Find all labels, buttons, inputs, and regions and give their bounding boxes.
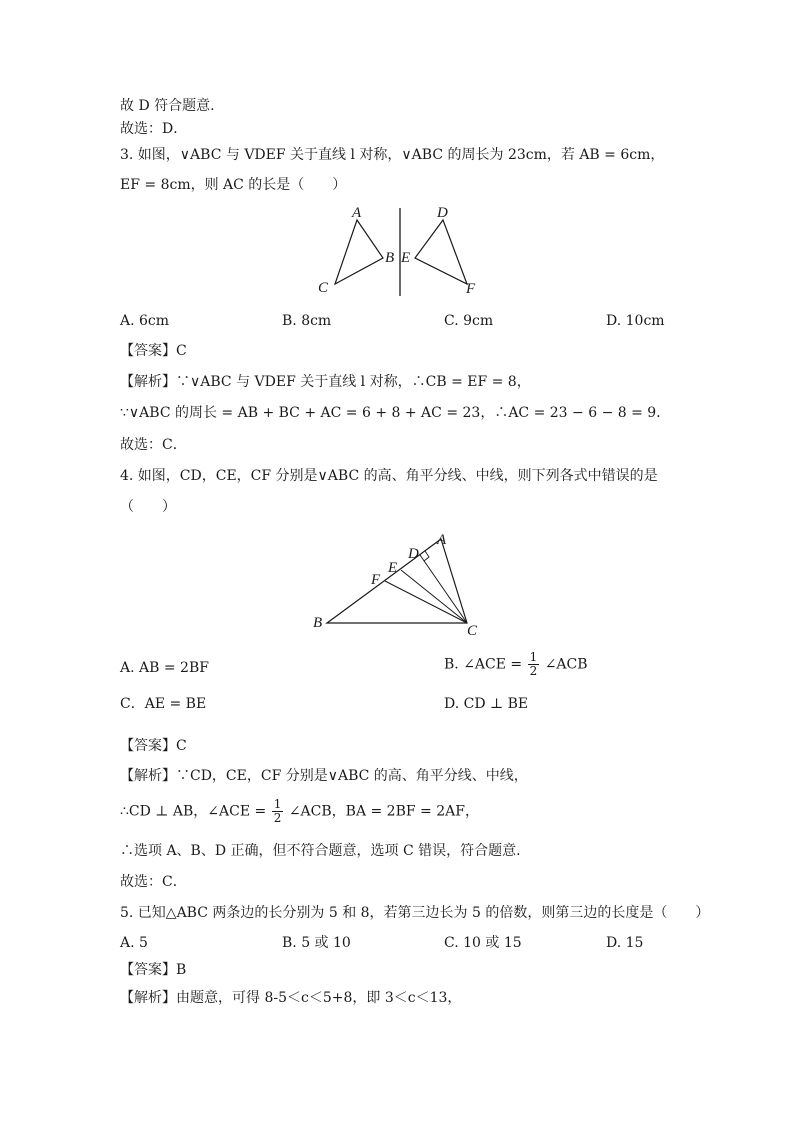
q4-option-d: D. CD ⊥ BE — [444, 696, 529, 712]
fraction-denominator: 2 — [529, 664, 538, 678]
q3-label-a: A — [352, 205, 362, 221]
q3-label-f: F — [466, 281, 476, 297]
q4-analysis-2-prefix: ∴CD ⊥ AB，∠ACE = — [120, 803, 267, 820]
triangle-abc — [327, 539, 467, 623]
q4-label-a: A — [437, 532, 447, 548]
altitude-cd — [420, 555, 467, 623]
q5-option-b: B. 5 或 10 — [282, 935, 351, 951]
q4-option-b — [444, 651, 588, 678]
prev-line-1: 故 D 符合题意. — [120, 98, 215, 114]
fraction-denominator: 2 — [273, 811, 282, 825]
q4-label-d: D — [408, 546, 419, 562]
prev-line-2: 故选：D． — [120, 121, 188, 137]
q4-label-b: B — [313, 615, 323, 631]
q4-stem-line-1: 4. 如图，CD，CE，CF 分别是∨ABC 的高、角平分线、中线，则下列各式中错误的是 — [120, 468, 658, 484]
fraction-one-half — [528, 651, 540, 678]
q3-figure — [310, 200, 490, 300]
q4-stem-line-2: （ ） — [120, 499, 176, 515]
q5-option-d: D. 15 — [606, 935, 644, 951]
q3-label-b: B — [385, 250, 395, 266]
fraction-numerator: 1 — [273, 797, 282, 811]
q4-option-c: C．AE = BE — [120, 696, 207, 712]
q4-analysis-line-1: 【解析】∵CD，CE，CF 分别是∨ABC 的高、角平分线、中线， — [120, 768, 528, 784]
q3-option-a: A. 6cm — [120, 313, 170, 329]
right-angle-mark — [424, 551, 429, 561]
q3-label-d: D — [437, 205, 448, 221]
q3-option-b: B. 8cm — [282, 313, 332, 329]
q4-figure — [305, 525, 495, 640]
q4-option-b-suffix: ∠ACB — [544, 656, 588, 673]
triangle-abc — [335, 220, 383, 284]
median-cf — [385, 581, 467, 623]
q5-option-c: C. 10 或 15 — [444, 935, 522, 951]
q3-label-e: E — [401, 250, 411, 266]
q4-option-a: A. AB = 2BF — [120, 660, 209, 676]
q4-label-c: C — [467, 623, 478, 639]
q4-label-e: E — [388, 560, 398, 576]
q4-option-b-prefix: B. ∠ACE = — [444, 656, 523, 673]
q5-analysis: 【解析】由题意，可得 8-5＜c＜5+8，即 3＜c＜13， — [120, 990, 462, 1006]
q3-label-c: C — [318, 280, 329, 296]
q3-option-c: C. 9cm — [444, 313, 494, 329]
q4-answer: 【答案】C — [120, 738, 187, 754]
fraction-numerator: 1 — [529, 650, 538, 664]
fraction-one-half — [272, 798, 284, 825]
q4-analysis-line-3: ∴选项 A、B、D 正确，但不符合题意，选项 C 错误，符合题意. — [120, 843, 521, 859]
q3-option-d: D. 10cm — [606, 313, 665, 329]
q3-conclusion: 故选：C． — [120, 437, 187, 453]
q3-analysis-line-1: 【解析】∵∨ABC 与 VDEF 关于直线 l 对称，∴CB = EF = 8， — [120, 374, 531, 390]
q3-stem-line-2: EF = 8cm，则 AC 的长是（ ） — [120, 177, 347, 193]
q5-option-a: A. 5 — [120, 935, 148, 951]
q5-stem: 5. 已知△ABC 两条边的长分别为 5 和 8，若第三边长为 5 的倍数，则第三边的长度是（ ） — [120, 905, 710, 921]
triangle-def — [415, 220, 467, 284]
q3-stem-line-1: 3. 如图，∨ABC 与 VDEF 关于直线 l 对称，∨ABC 的周长为 23cm，若 AB = 6cm， — [120, 147, 665, 163]
q4-conclusion: 故选：C． — [120, 874, 187, 890]
q3-analysis-line-2: ∵∨ABC 的周长 = AB + BC + AC = 6 + 8 + AC = 23，∴AC = 23 − 6 − 8 = 9． — [120, 405, 671, 421]
q3-answer: 【答案】C — [120, 343, 187, 359]
q4-analysis-2-suffix: ∠ACB，BA = 2BF = 2AF， — [288, 803, 479, 820]
q5-answer: 【答案】B — [120, 962, 187, 978]
q4-label-f: F — [371, 572, 381, 588]
bisector-ce — [401, 570, 467, 623]
q4-analysis-line-2 — [120, 798, 479, 825]
